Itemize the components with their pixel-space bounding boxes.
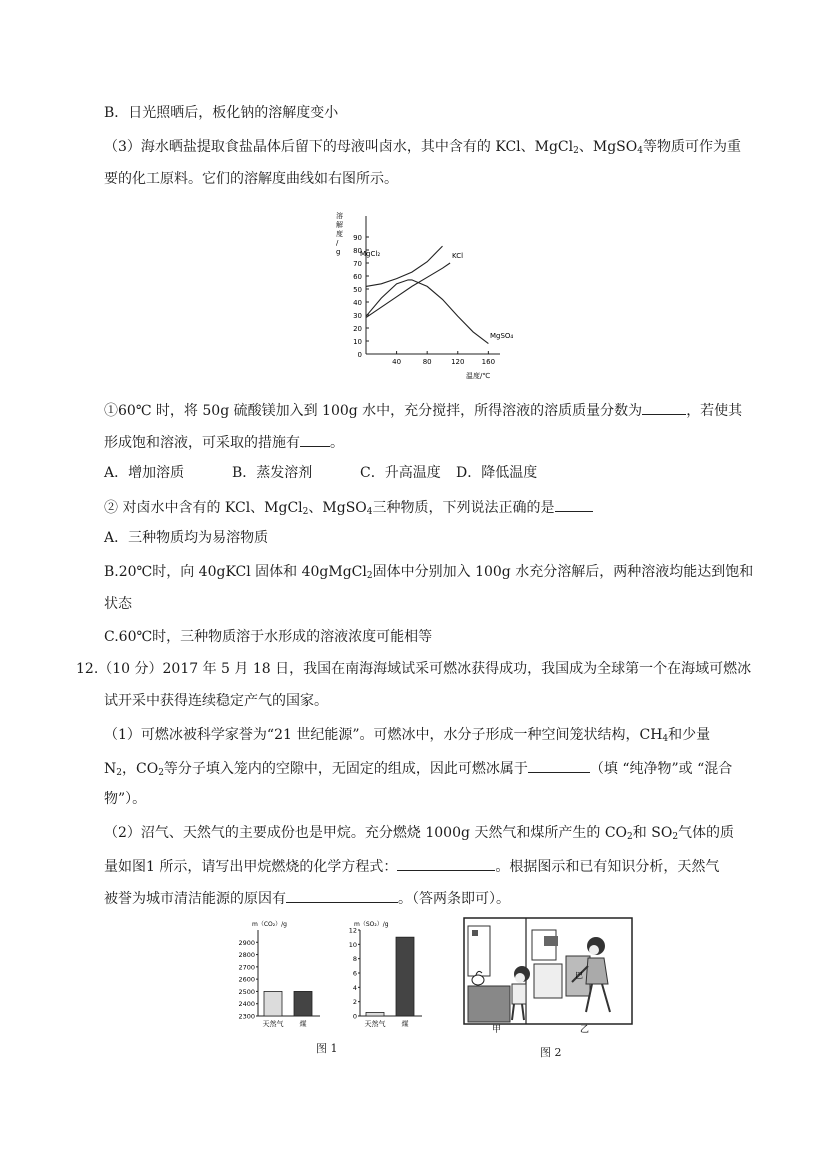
series-label-2: MgSO₄ bbox=[490, 332, 514, 340]
answer-blank-3[interactable] bbox=[555, 497, 593, 512]
y-tick-label: 12 bbox=[348, 926, 357, 935]
q12-2: （2）沼气、天然气的主要成份也是甲烷。充分燃烧 1000g 天然气和煤所产生的 $CO_2$和 $SO_2$气体的质 bbox=[104, 825, 735, 842]
y-tick-label: 2300 bbox=[238, 1012, 255, 1021]
figure2-illustration bbox=[462, 916, 634, 1034]
category-label: 煤 bbox=[401, 1020, 409, 1028]
answer-blank-4[interactable] bbox=[528, 758, 590, 773]
x-axis-label: 温度/℃ bbox=[466, 372, 491, 380]
sub1-options bbox=[104, 464, 537, 482]
answer-blank-1[interactable] bbox=[642, 400, 686, 415]
bar-0 bbox=[366, 1012, 384, 1016]
y-tick-label: 80 bbox=[353, 247, 362, 255]
y-tick-label: 6 bbox=[352, 969, 357, 978]
q12-intro-line2: 试开采中获得连续稳定产气的国家。 bbox=[104, 693, 328, 709]
q12-1-line2: $N_2$，$CO_2$等分子填入笼内的空隙中，无固定的组成，因此可燃冰属于 （填 “纯净物”或 “混合 bbox=[104, 758, 732, 782]
solubility-chart bbox=[330, 208, 515, 388]
sub1-option-d: D．降低温度 bbox=[456, 465, 538, 481]
y-axis-label: g bbox=[336, 248, 341, 256]
q12-1-line3: 物”）。 bbox=[104, 791, 147, 807]
y-tick-label: 2400 bbox=[238, 1000, 255, 1009]
x-tick-label: 80 bbox=[422, 358, 432, 366]
bar-0 bbox=[264, 991, 282, 1016]
co2-bar-chart bbox=[230, 916, 330, 1036]
y-axis-label: 溶 bbox=[336, 212, 343, 220]
y-tick-label: 2600 bbox=[238, 975, 255, 984]
x-tick-label: 120 bbox=[451, 358, 465, 366]
figure1-caption: 图 1 bbox=[316, 1042, 338, 1055]
series-label-1: KCl bbox=[452, 252, 464, 260]
y-tick-label: 2900 bbox=[238, 938, 255, 947]
y-tick-label: 2500 bbox=[238, 987, 255, 996]
q3-intro: （3）海水晒盐提取食盐晶体后留下的母液叫卤水，其中含有的 KCl、MgCl$_2$、MgSO$_4$等物质可作为重 bbox=[104, 139, 741, 156]
y-tick-label: 20 bbox=[353, 325, 362, 333]
y-tick-label: 8 bbox=[352, 955, 357, 964]
q12-intro: 12.（10 分）2017 年 5 月 18 日，我国在南海海域试采可燃冰获得成功，我国成为全球第一个在海域可燃冰 bbox=[76, 661, 752, 677]
y-tick-label: 50 bbox=[353, 286, 362, 294]
y-tick-label: 2800 bbox=[238, 951, 255, 960]
x-tick-label: 160 bbox=[481, 358, 496, 366]
sub1-option-c: C．升高温度 bbox=[360, 465, 441, 481]
y-tick-label: 10 bbox=[348, 940, 357, 949]
q12-1: （1）可燃冰被科学家誉为“21 世纪能源”。可燃冰中，水分子形成一种空间笼状结构，$CH_4$和少量 bbox=[104, 727, 711, 744]
figure2-box-label: 巴 bbox=[575, 971, 583, 980]
sub2-option-c: C.60℃时，三种物质溶于水形成的溶液浓度可能相等 bbox=[104, 629, 433, 645]
series-line-2 bbox=[366, 280, 488, 344]
sub2-question: ② 对卤水中含有的 KCl、MgCl$_2$、MgSO$_4$三种物质，下列说法正确的是 bbox=[104, 497, 593, 521]
y-tick-label: 40 bbox=[353, 299, 362, 307]
q3-intro-line2: 要的化工原料。它们的溶解度曲线如右图所示。 bbox=[104, 171, 398, 187]
y-tick-label: 2700 bbox=[238, 963, 255, 972]
sub1-option-b: B．蒸发溶剂 bbox=[232, 465, 313, 481]
y-tick-label: 70 bbox=[353, 260, 362, 268]
series-line-1 bbox=[366, 263, 450, 318]
sub2-option-a: A．三种物质均为易溶物质 bbox=[104, 530, 269, 546]
so2-bar-chart bbox=[332, 916, 432, 1036]
answer-blank-5[interactable] bbox=[397, 856, 495, 871]
y-tick-label: 10 bbox=[353, 338, 362, 346]
option-b-line: B．日光照晒后，板化钠的溶解度变小 bbox=[104, 105, 339, 121]
y-axis-label: / bbox=[336, 239, 339, 247]
y-axis-label: 解 bbox=[336, 221, 343, 229]
y-tick-label: 0 bbox=[357, 351, 362, 359]
sub1-question: ①60℃ 时，将 50g 硫酸镁加入到 100g 水中，充分搅拌，所得溶液的溶质质量分数为 ，若使其 bbox=[104, 400, 742, 420]
chart-title: m（SO₂）/g bbox=[354, 921, 389, 928]
series-label-0: MgCl₂ bbox=[360, 250, 381, 258]
category-label: 天然气 bbox=[364, 1020, 386, 1028]
y-tick-label: 90 bbox=[353, 234, 362, 242]
x-tick-label: 40 bbox=[392, 358, 402, 366]
bar-1 bbox=[396, 937, 414, 1016]
chart-title: m（CO₂）/g bbox=[252, 921, 287, 928]
sub1-option-a: A．增加溶质 bbox=[104, 465, 185, 481]
y-tick-label: 60 bbox=[353, 273, 362, 281]
answer-blank-2[interactable] bbox=[300, 432, 330, 447]
sub1-question-line2: 形成饱和溶液，可采取的措施有 。 bbox=[104, 432, 344, 452]
answer-blank-6[interactable] bbox=[286, 888, 398, 903]
y-tick-label: 0 bbox=[352, 1012, 357, 1021]
figure2-label-right: 乙 bbox=[580, 1025, 590, 1034]
q12-2-line3: 被誉为城市清洁能源的原因有 。（答两条即可）。 bbox=[104, 888, 510, 908]
sub2-option-b: B.20℃时，向 40gKCl 固体和 40gMgCl$_2$固体中分别加入 100g 水充分溶解后，两种溶液均能达到饱和 bbox=[104, 564, 754, 581]
category-label: 天然气 bbox=[262, 1020, 284, 1028]
sub2-option-b-line2: 状态 bbox=[104, 596, 132, 612]
figure2-label-left: 甲 bbox=[492, 1025, 502, 1034]
y-tick-label: 4 bbox=[352, 983, 357, 992]
bar-1 bbox=[294, 991, 312, 1016]
y-axis-label: 度 bbox=[336, 230, 343, 238]
q12-2-line2: 量如图1 所示，请写出甲烷燃烧的化学方程式： 。根据图示和已有知识分析，天然气 bbox=[104, 856, 719, 876]
y-tick-label: 30 bbox=[353, 312, 362, 320]
figure2-caption: 图 2 bbox=[540, 1046, 562, 1059]
y-tick-label: 2 bbox=[352, 998, 357, 1007]
category-label: 煤 bbox=[299, 1020, 307, 1028]
